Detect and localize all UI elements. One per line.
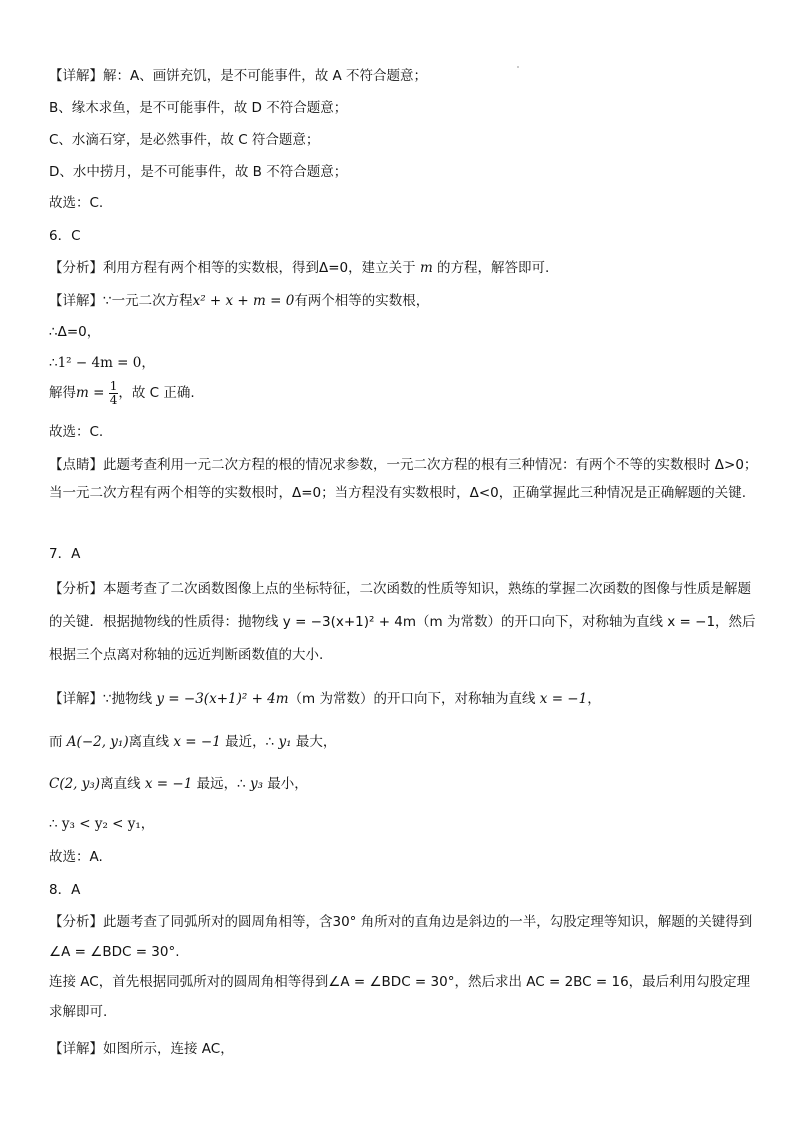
- text: 最小，: [263, 776, 308, 792]
- math-var: y₃: [249, 776, 264, 792]
- text: 离直线: [100, 776, 145, 792]
- line-analysis-8: 【分析】此题考查了同弧所对的圆周角相等，含30° 角所对的直角边是斜边的一半，勾股定理等知识，解题的关键得到∠A = ∠BDC = 30°.: [49, 914, 753, 960]
- text: 【分析】利用方程有两个相等的实数根，得到Δ=0，建立关于: [49, 260, 420, 276]
- line-solve-m: [49, 378, 761, 408]
- text: 最大，: [291, 734, 337, 750]
- line-analysis-7: 【分析】本题考查了二次函数图像上点的坐标特征，二次函数的性质等知识，熟练的掌握二次函数的图像与性质是解题的关键．根据抛物线的性质得：抛物线 y = −3(x+1)² + 4m（m 为常数）的开口向下，对称轴为直线 x = −1，然后根据三个点离对称轴的远近判断函数值的大小.: [49, 581, 756, 663]
- line-delta-zero: ∴Δ=0，: [49, 324, 101, 340]
- math-point-a: A(−2, y₁): [66, 734, 129, 750]
- math-axis: x = −1: [173, 734, 221, 750]
- math-parabola: y = −3(x+1)² + 4m: [156, 691, 289, 707]
- text: 离直线: [128, 734, 174, 750]
- line-option-d: D、水中捞月，是不可能事件，故 B 不符合题意；: [49, 164, 348, 180]
- math-axis: x = −1: [144, 776, 193, 792]
- line-choice-7: 故选：A.: [49, 849, 103, 865]
- line-point-c: [49, 775, 761, 793]
- math-point-c: C(2, y₃): [49, 776, 101, 792]
- line-detail-6: [49, 292, 761, 310]
- line-option-c: C、水滴石穿，是必然事件，故 C 符合题意；: [49, 132, 320, 148]
- text: 解得: [49, 385, 76, 401]
- line-choice-5: 故选：C.: [49, 195, 104, 211]
- denominator: 4: [109, 392, 118, 407]
- line-discriminant: ∴1² − 4m = 0，: [49, 355, 155, 371]
- numerator: 1: [109, 378, 118, 393]
- text: 【详解】∵抛物线: [49, 691, 157, 707]
- text: （m 为常数）的开口向下，对称轴为直线: [288, 691, 540, 707]
- text: ，故 C 正确.: [118, 385, 195, 401]
- line-choice-6: 故选：C.: [49, 424, 104, 440]
- text: 最近，∴: [220, 734, 279, 750]
- line-detail-7: [49, 690, 761, 708]
- question-7-answer: 7．A: [49, 546, 81, 562]
- line-detail-a: 【详解】解：A、画饼充饥，是不可能事件，故 A 不符合题意；: [49, 68, 428, 84]
- math-var: m =: [76, 385, 105, 401]
- text: 【详解】∵一元二次方程: [49, 293, 193, 309]
- text: 而: [49, 734, 67, 750]
- text: 的方程，解答即可.: [432, 260, 550, 276]
- line-connect-ac: 连接 AC，首先根据同弧所对的圆周角相等得到∠A = ∠BDC = 30°，然后求出 AC = 2BC = 16，最后利用勾股定理求解即可.: [49, 974, 751, 1020]
- question-6-answer: 6．C: [49, 228, 81, 244]
- line-order: ∴ y₃ < y₂ < y₁，: [49, 816, 155, 832]
- question-8-answer: 8．A: [49, 882, 81, 898]
- line-detail-8: 【详解】如图所示，连接 AC，: [49, 1041, 234, 1057]
- math-var: y₁: [278, 734, 292, 750]
- line-comment-6: 【点睛】此题考查利用一元二次方程的根的情况求参数，一元二次方程的根有三种情况：有两个不等的实数根时 Δ>0；当一元二次方程有两个相等的实数根时，Δ=0；当方程没有实数根时，Δ<0，正确掌握此三种情况是正确解题的关键.: [49, 457, 758, 501]
- line-analysis-6: [49, 259, 761, 277]
- math-axis: x = −1: [539, 691, 588, 707]
- line-option-b: B、缘木求鱼，是不可能事件，故 D 不符合题意；: [49, 100, 348, 116]
- text: ，: [587, 691, 601, 707]
- text: 最远，∴: [192, 776, 250, 792]
- text: 有两个相等的实数根，: [294, 293, 430, 309]
- fraction-one-quarter: [109, 380, 119, 407]
- line-point-a: [49, 733, 761, 751]
- math-equation: x² + x + m = 0: [192, 293, 295, 309]
- math-var: m: [419, 260, 433, 276]
